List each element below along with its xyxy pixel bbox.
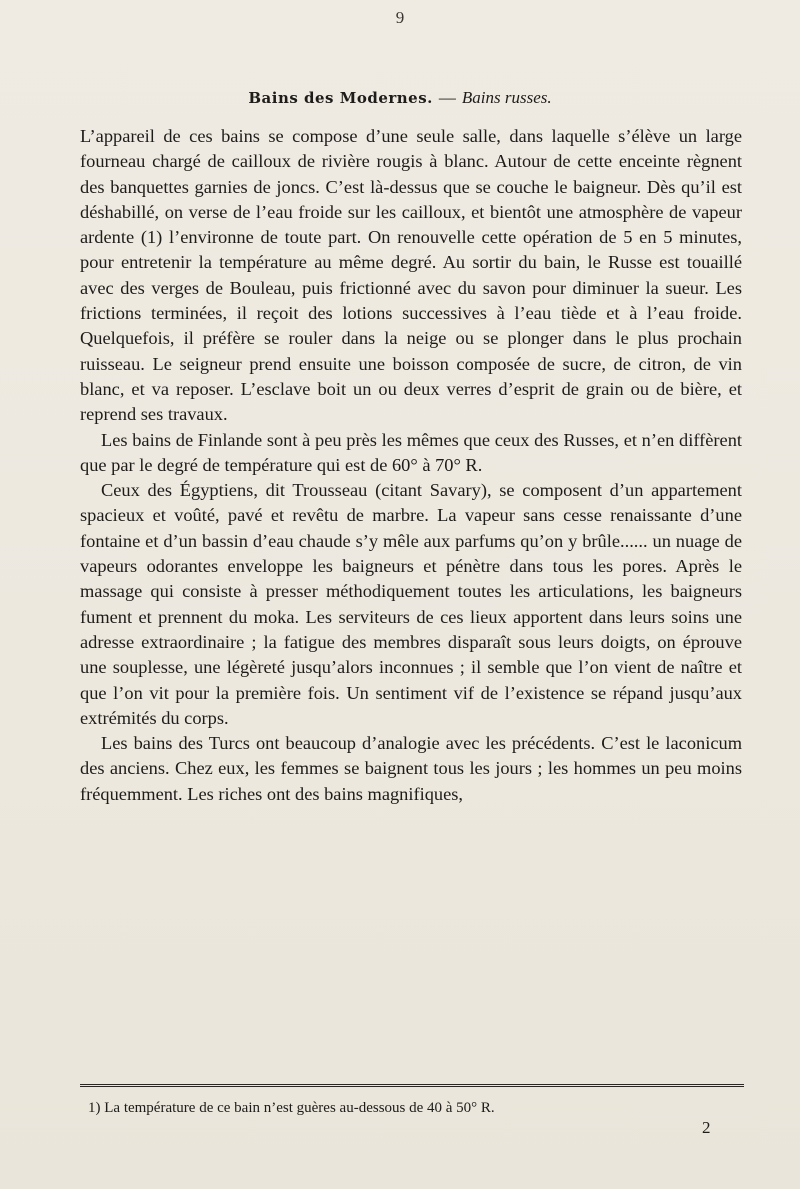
running-head-subtitle: Bains russes. <box>461 88 552 107</box>
paragraph-finland-baths: Les bains de Finlande sont à peu près les mêmes que ceux des Russes, et n’en diffèrent que par le degré de température qui est de 60° à 70° R. <box>80 429 742 475</box>
body-text <box>80 124 742 807</box>
running-head-title: Bains des Modernes. <box>248 89 433 107</box>
footnote: 1) La température de ce bain n’est guères au-dessous de 40 à 50° R. <box>88 1100 495 1116</box>
paragraph-turkish-baths: Les bains des Turcs ont beaucoup d’analogie avec les précédents. C’est le laconicum des anciens. Chez eux, les femmes se baignent tous les jours ; les hommes un peu moins fréquemment. Les riches ont des bains magnifiques, <box>80 733 742 804</box>
paragraph-egyptian-baths: Ceux des Égyptiens, dit Trousseau (citant Savary), se composent d’un appartement spacieux et voûté, pavé et revêtu de marbre. La vapeur sans cesse renaissante d’une fontaine et d’un bassin d’eau chaude s’y mêle aux parfums qu’on y brûle...... un nuage de vapeurs odorantes enveloppe les baigneurs et pénètre dans tous les pores. Après le massage qui consiste à presser méthodiquement toutes les articulations, les baigneurs fument et prennent du moka. Les serviteurs de ces lieux apportent dans leurs soins une adresse extraordinaire ; la fatigue des membres disparaît sous leurs doigts, on éprouve une souplesse, une légèreté jusqu’alors inconnues ; il semble que l’on vient de naître et que l’on vit pour la première fois. Un sentiment vif de l’existence se répand jusqu’aux extrémités du corps. <box>80 480 742 728</box>
running-head <box>0 86 800 110</box>
signature-mark: 2 <box>702 1118 711 1137</box>
paragraph-russian-baths: L’appareil de ces bains se compose d’une seule salle, dans laquelle s’élève un large fourneau chargé de cailloux de rivière rougis à blanc. Autour de cette enceinte règnent des banquettes garnies de joncs. C’est là-dessus que se couche le baigneur. Dès qu’il est déshabillé, on verse de l’eau froide sur les cailloux, et bientôt une atmosphère de vapeur ardente (1) l’environne de toute part. On renouvelle cette opération de 5 en 5 minutes, pour entretenir la température au même degré. Au sortir du bain, le Russe est touaillé avec des verges de Bouleau, puis frictionné avec du savon pour diminuer la sueur. Les frictions terminées, il reçoit des lotions successives à l’eau tiède et à l’eau froide. Quelquefois, il préfère se rouler dans la neige ou se plonger dans le plus prochain ruisseau. Le seigneur prend ensuite une boisson composée de sucre, de citron, de vin blanc, et va reposer. L’esclave boit un ou deux verres d’esprit de grain ou de bière, et reprend ses travaux. <box>80 126 742 425</box>
footnote-divider <box>80 1084 744 1087</box>
page-number: 9 <box>395 8 405 27</box>
running-head-separator: — <box>438 88 456 107</box>
